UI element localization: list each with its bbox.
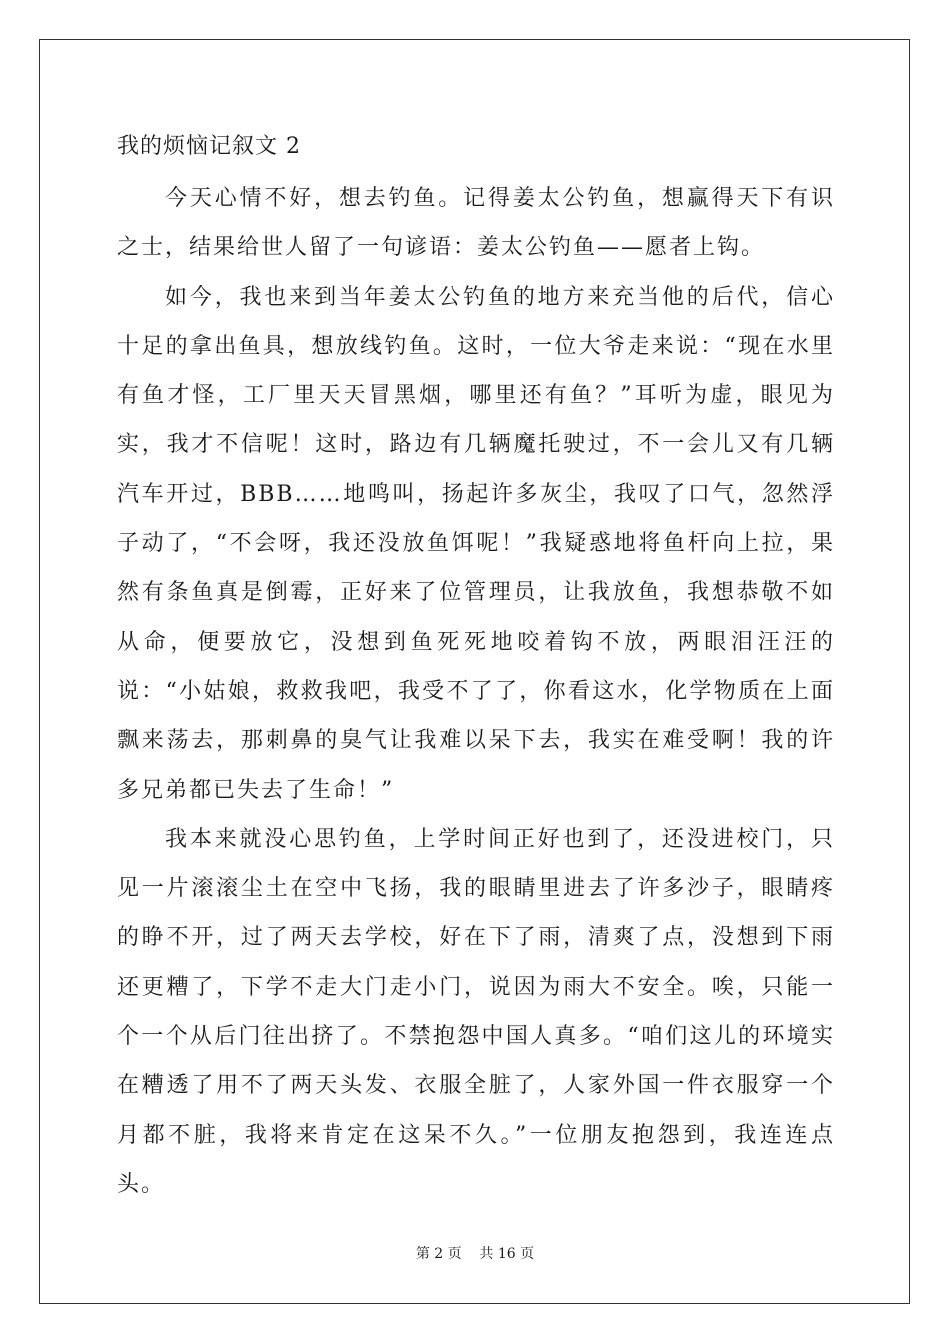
page-number-footer: 第 2 页 共 16 页 — [415, 1246, 535, 1262]
paragraph-2: 如今，我也来到当年姜太公钓鱼的地方来充当他的后代，信心十足的拿出鱼具，想放线钓鱼。这时，一位大爷走来说：“现在水里有鱼才怪，工厂里天天冒黑烟，哪里还有鱼？”耳听为虚，眼见为实，我才不信呢！这时，路边有几辆魔托驶过，不一会儿又有几辆汽车开过，BBB……地鸣叫，扬起许多灰尘，我叹了口气，忽然浮子动了，“不会呀，我还没放鱼饵呢！”我疑惑地将鱼杆向上拉，果然有条鱼真是倒霉，正好来了位管理员，让我放鱼，我想恭敬不如从命，便要放它，没想到鱼死死地咬着钩不放，两眼泪汪汪的说：“小姑娘，救救我吧，我受不了了，你看这水，化学物质在上面飘来荡去，那刺鼻的臭气让我难以呆下去，我实在难受啊！我的许多兄弟都已失去了生命！” — [117, 284, 835, 803]
paragraph-1: 今天心情不好，想去钓鱼。记得姜太公钓鱼，想赢得天下有识之士，结果给世人留了一句谚语：姜太公钓鱼——愿者上钩。 — [117, 186, 835, 261]
document-title: 我的烦恼记叙文 2 — [117, 134, 301, 159]
document-body — [117, 131, 835, 1209]
paragraph-3: 我本来就没心思钓鱼，上学时间正好也到了，还没进校门，只见一片滚滚尘土在空中飞扬，我的眼睛里进去了许多沙子，眼睛疼的睁不开，过了两天去学校，好在下了雨，清爽了点，没想到下雨还更糟了，下学不走大门走小门，说因为雨大不安全。唉，只能一个一个从后门往出挤了。不禁抱怨中国人真多。“咱们这儿的环境实在糟透了用不了两天头发、衣服全脏了，人家外国一件衣服穿一个月都不脏，我将来肯定在这呆不久。”一位朋友抱怨到，我连连点头。 — [117, 826, 835, 1197]
